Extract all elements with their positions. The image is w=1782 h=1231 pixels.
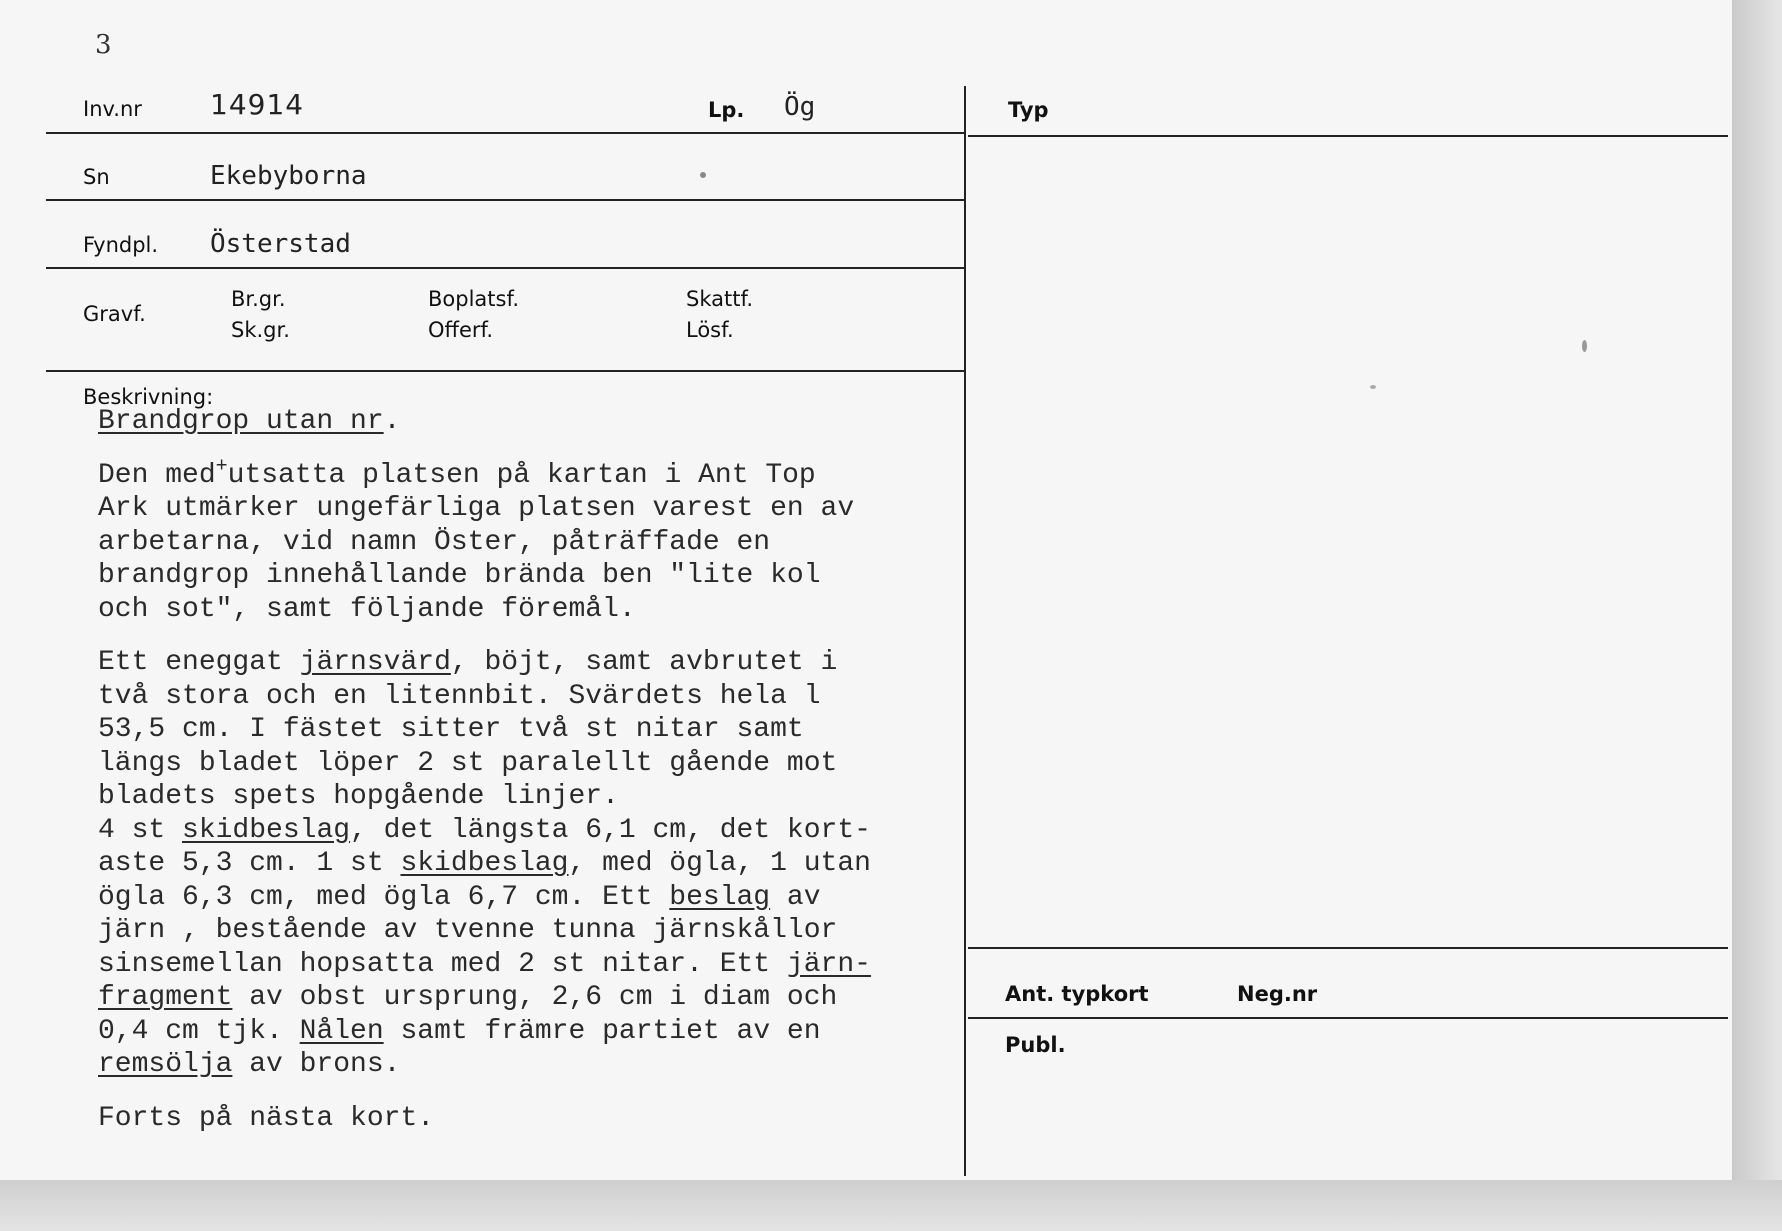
paragraph-2: [98, 646, 978, 1082]
neg-nr-label: Neg.nr: [1237, 982, 1318, 1006]
inv-nr-value: 14914: [210, 88, 305, 121]
scan-background-bottom: [0, 1180, 1782, 1231]
p2-l6-pre: 4 st: [98, 814, 183, 846]
sn-label: Sn: [83, 165, 110, 189]
p1-line-2: Ark utmärker ungefärliga platsen varest en av: [98, 493, 855, 524]
row-divider-2: [46, 199, 964, 201]
paragraph-1: [98, 455, 978, 627]
map-mark-plus: +: [215, 455, 228, 479]
br-gr-label: Br.gr.: [231, 287, 286, 311]
scan-speck: [1582, 340, 1587, 352]
p1-prefix: Den med: [98, 459, 216, 491]
ant-typkort-label: Ant. typkort: [1005, 982, 1149, 1006]
sn-value: Ekebyborna: [210, 161, 367, 191]
p2-l8-post: av: [770, 881, 821, 913]
description-heading: [98, 405, 978, 439]
item-jarnfragment-b: fragment: [98, 982, 233, 1013]
p1-line-3: arbetarna, vid namn Öster, påträffade en: [98, 526, 771, 558]
fyndpl-value: Österstad: [210, 229, 351, 259]
p2-line-4: längs bladet löper 2 st paralellt gående mot: [98, 747, 838, 779]
item-jarnsvard: järnsvärd: [299, 647, 451, 678]
item-beslag: beslag: [669, 881, 771, 913]
p2-l1-pre: Ett eneggat: [98, 647, 300, 678]
beskrivning-label: Beskrivning:: [83, 385, 214, 409]
p2-l1-post: , böjt, samt avbrutet i: [450, 647, 838, 678]
p1-line-4: brandgrop innehållande brända ben "lite kol: [98, 560, 821, 591]
p2-line-3: 53,5 cm. I fästet sitter två st nitar samt: [98, 714, 804, 745]
scan-background-right: [1734, 0, 1782, 1231]
p2-l7-pre: aste 5,3 cm. 1 st: [98, 848, 401, 879]
p2-l11-post: av obst ursprung, 2,6 cm i diam och: [232, 982, 838, 1013]
p2-line-5: bladets spets hopgående linjer.: [98, 781, 619, 812]
p1-line-1: utsatta platsen på kartan i Ant Top: [227, 459, 816, 491]
p2-l12-pre: 0,4 cm tjk.: [98, 1015, 300, 1047]
row-divider-4: [46, 370, 964, 372]
p2-line-2: två stora och en litennbit. Svärdets hela l: [98, 680, 821, 712]
description-text: [98, 405, 978, 1135]
p2-l10-pre: sinsemellan hopsatta med 2 st nitar. Ett: [98, 948, 787, 980]
typ-label: Typ: [1008, 98, 1049, 122]
item-nalen: Nålen: [299, 1015, 384, 1047]
sk-gr-label: Sk.gr.: [231, 318, 290, 342]
typkort-divider-top: [968, 947, 1728, 949]
fyndpl-label: Fyndpl.: [83, 233, 159, 257]
losf-label: Lösf.: [686, 318, 734, 342]
scan-speck: [700, 172, 706, 178]
paragraph-3: Forts på nästa kort.: [98, 1102, 435, 1134]
p2-l12-post: samt främre partiet av en: [383, 1015, 821, 1047]
column-divider: [964, 86, 966, 1176]
boplatsf-label: Boplatsf.: [428, 287, 520, 311]
p1-line-5: och sot", samt följande föremål.: [98, 593, 636, 625]
inv-nr-label: Inv.nr: [83, 97, 142, 121]
p2-line-9: järn , bestående av tvenne tunna järnskållor: [98, 915, 838, 946]
lp-label: Lp.: [708, 98, 745, 122]
p2-l13-post: av brons.: [232, 1049, 401, 1080]
offerf-label: Offerf.: [428, 318, 494, 342]
item-skidbeslag-2: skidbeslag: [400, 848, 569, 879]
item-jarnfragment-a: järn-: [786, 948, 871, 980]
p2-l6-post: , det längsta 6,1 cm, det kort-: [350, 814, 871, 846]
typ-divider: [968, 135, 1728, 137]
p2-l8-pre: ögla 6,3 cm, med ögla 6,7 cm. Ett: [98, 881, 670, 913]
row-divider-1: [46, 132, 964, 134]
heading-period: .: [383, 406, 401, 437]
typkort-divider-bottom: [968, 1017, 1728, 1019]
gravf-label: Gravf.: [83, 302, 146, 326]
item-skidbeslag-1: skidbeslag: [182, 814, 351, 846]
handwritten-card-number: 3: [95, 30, 112, 60]
skattf-label: Skattf.: [686, 287, 753, 311]
row-divider-3: [46, 267, 964, 269]
item-remsolja: remsölja: [98, 1049, 233, 1080]
heading-text: Brandgrop utan nr: [98, 406, 384, 437]
publ-label: Publ.: [1005, 1033, 1066, 1057]
lp-value: Ög: [784, 92, 816, 122]
p2-l7-post: , med ögla, 1 utan: [568, 848, 871, 879]
scan-speck: [1370, 385, 1376, 389]
